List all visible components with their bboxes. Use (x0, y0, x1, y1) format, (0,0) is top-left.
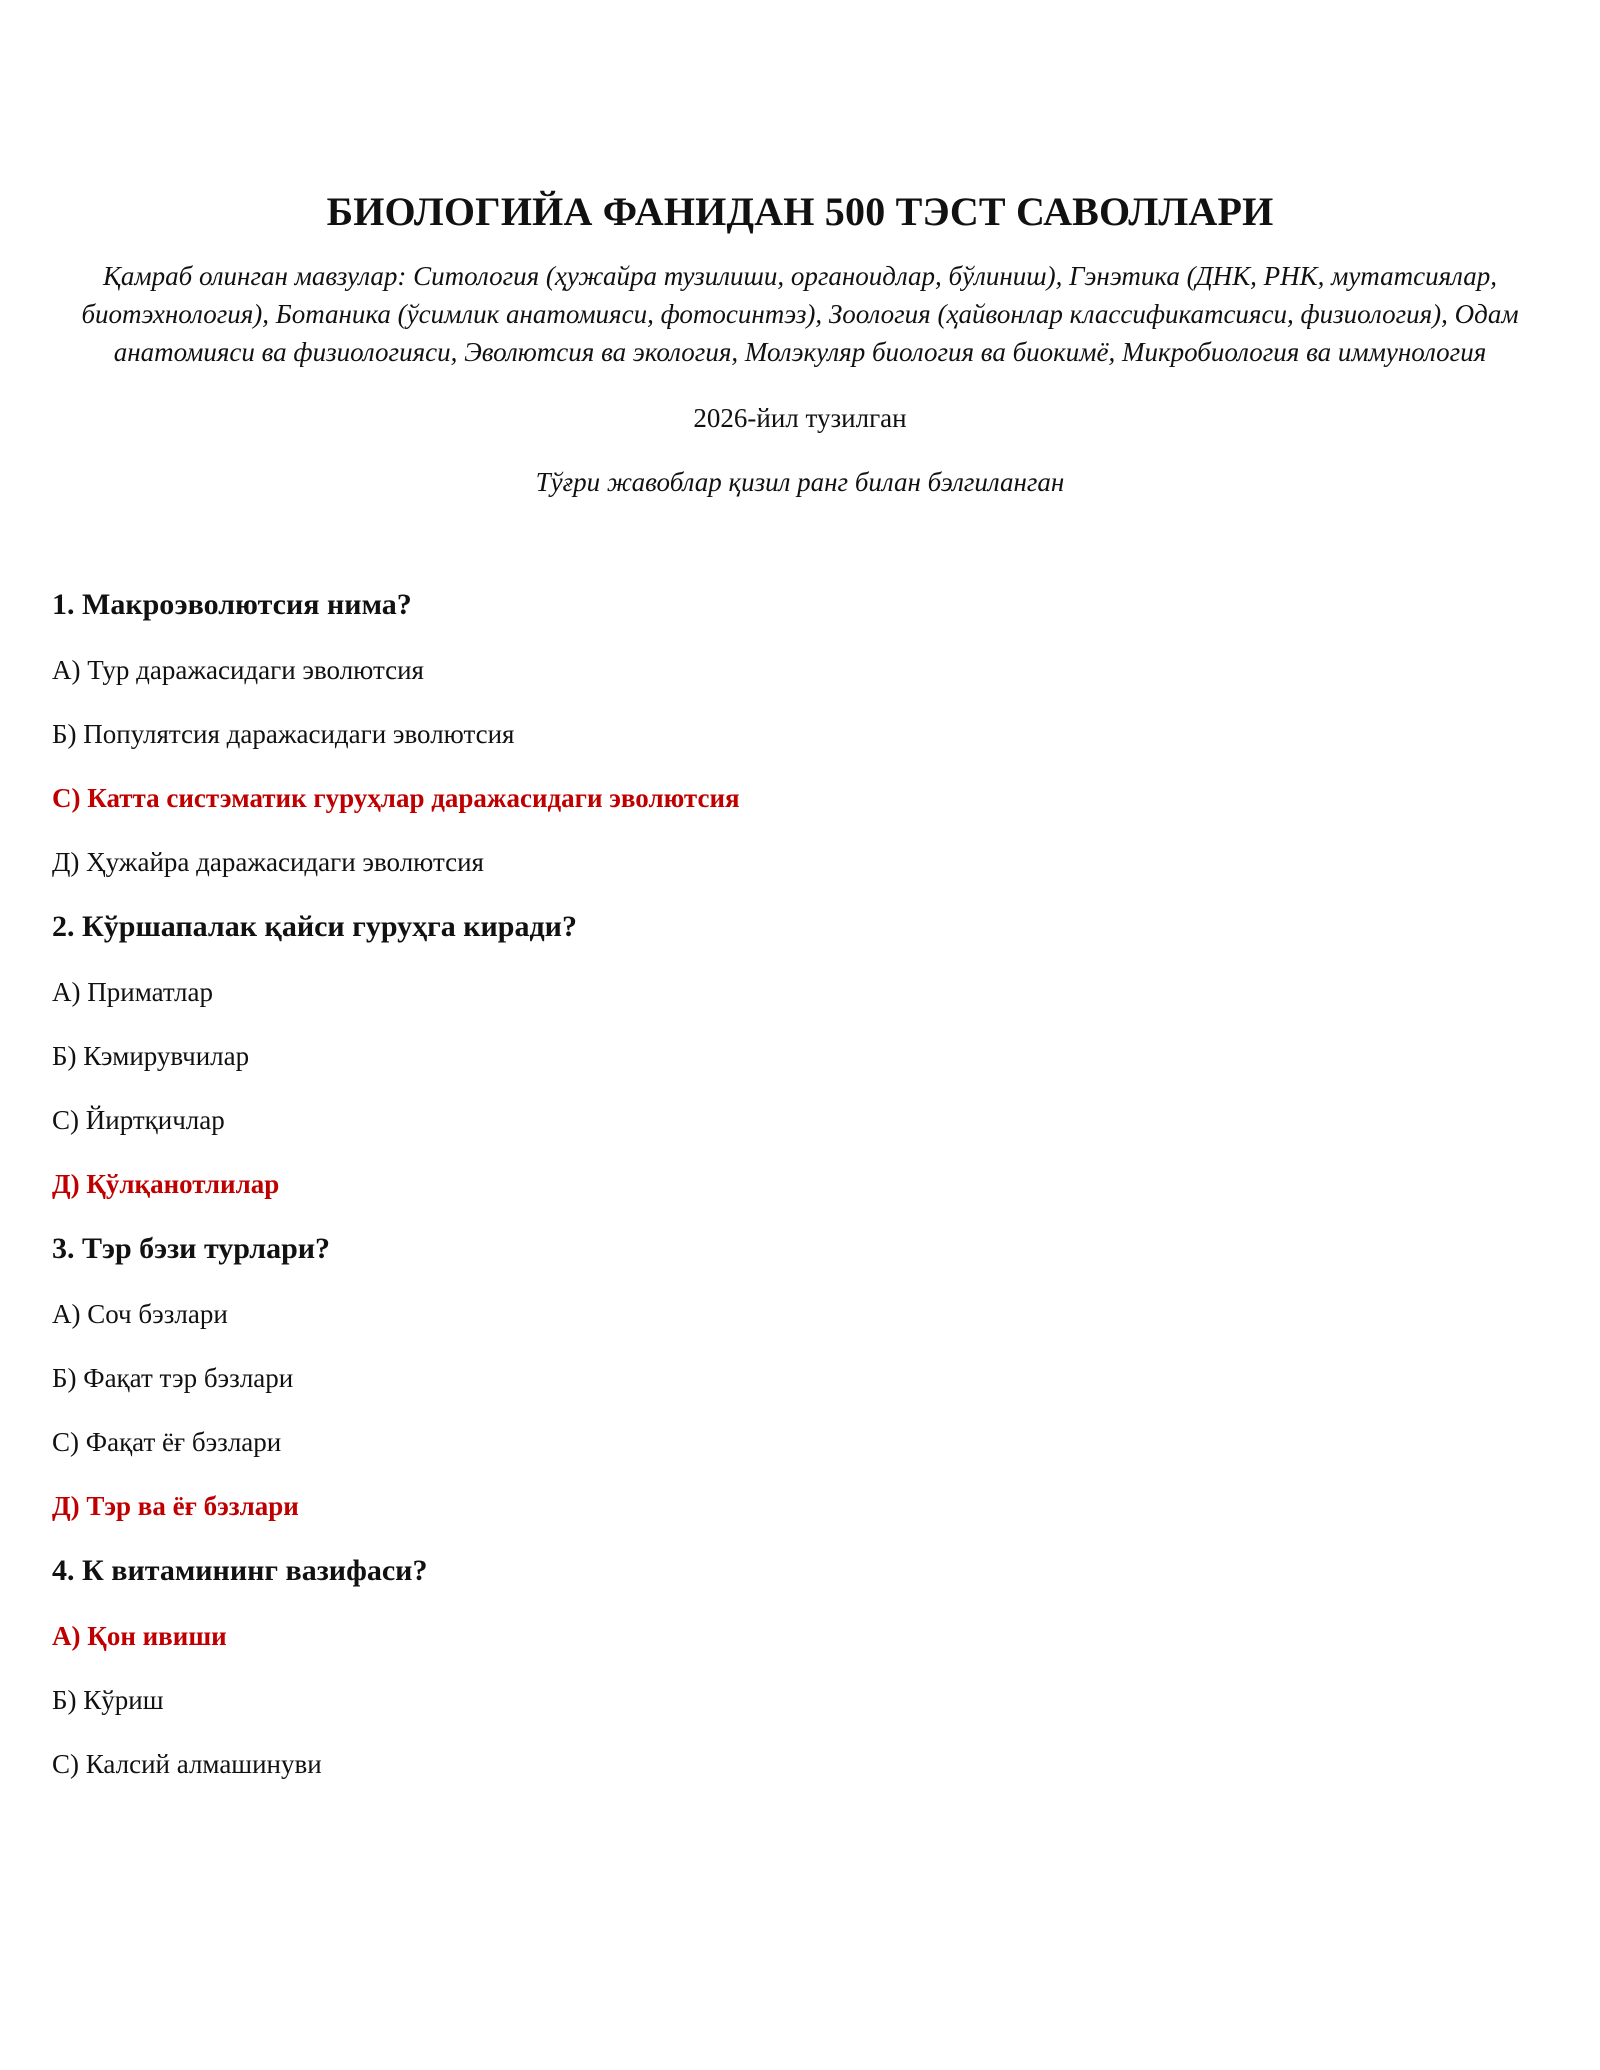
answer-option-correct: Д) Қўлқанотлилар (52, 1169, 280, 1199)
question-text: 3. Тэр бэзи турлари? (52, 1232, 331, 1265)
question-4 (52, 1551, 1548, 1783)
question-text: 2. Кўршапалак қайси гуруҳга киради? (52, 910, 577, 943)
answer-option: С) Фақат ёғ бэзлари (52, 1427, 282, 1457)
answer-option: Б) Популятсия даражасидаги эволютсия (52, 719, 515, 749)
answer-option-correct: А) Қон ивиши (52, 1621, 227, 1651)
compiled-year: 2026-йил тузилган (693, 403, 907, 433)
question-3 (52, 1229, 1548, 1525)
question-list (52, 585, 1548, 1783)
question-text: 4. К витамининг вазифаси? (52, 1554, 428, 1587)
answer-option: С) Калсий алмашинуви (52, 1749, 322, 1779)
answer-option: А) Соч бэзлари (52, 1299, 228, 1329)
answer-option: Б) Фақат тэр бэзлари (52, 1363, 294, 1393)
answer-option: Д) Ҳужайра даражасидаги эволютсия (52, 847, 484, 877)
answer-option: Б) Кўриш (52, 1685, 164, 1715)
answer-option: С) Йиртқичлар (52, 1105, 225, 1135)
question-text: 1. Макроэволютсия нима? (52, 588, 412, 621)
page-title: БИОЛОГИЙА ФАНИДАН 500 ТЭСТ САВОЛЛАРИ (326, 189, 1274, 234)
answer-option: А) Тур даражасидаги эволютсия (52, 655, 424, 685)
topics-covered: Қамраб олинган мавзулар: Ситология (ҳужайра тузилиши, органоидлар, бўлиниш), Гэнэтика (ДНК, РНК, мутатсиялар, биотэхнология), Ботаника (ўсимлик анатомияси, фотосинтэз), Зоология (ҳайвонлар классификатсияси, физиология), Одам анатомияси ва физиологияси, Эволютсия ва экология, Молэкуляр биология ва биокимё, Микробиология ва иммунология (81, 261, 1519, 367)
answer-option: Б) Кэмирувчилар (52, 1041, 250, 1071)
answer-option-correct: С) Катта систэматик гуруҳлар даражасидаги эволютсия (52, 783, 740, 813)
question-2 (52, 907, 1548, 1203)
answer-key-note: Тўғри жавоблар қизил ранг билан бэлгиланган (535, 467, 1065, 497)
answer-option: А) Приматлар (52, 977, 213, 1007)
question-1 (52, 585, 1548, 881)
answer-option-correct: Д) Тэр ва ёғ бэзлари (52, 1491, 299, 1521)
